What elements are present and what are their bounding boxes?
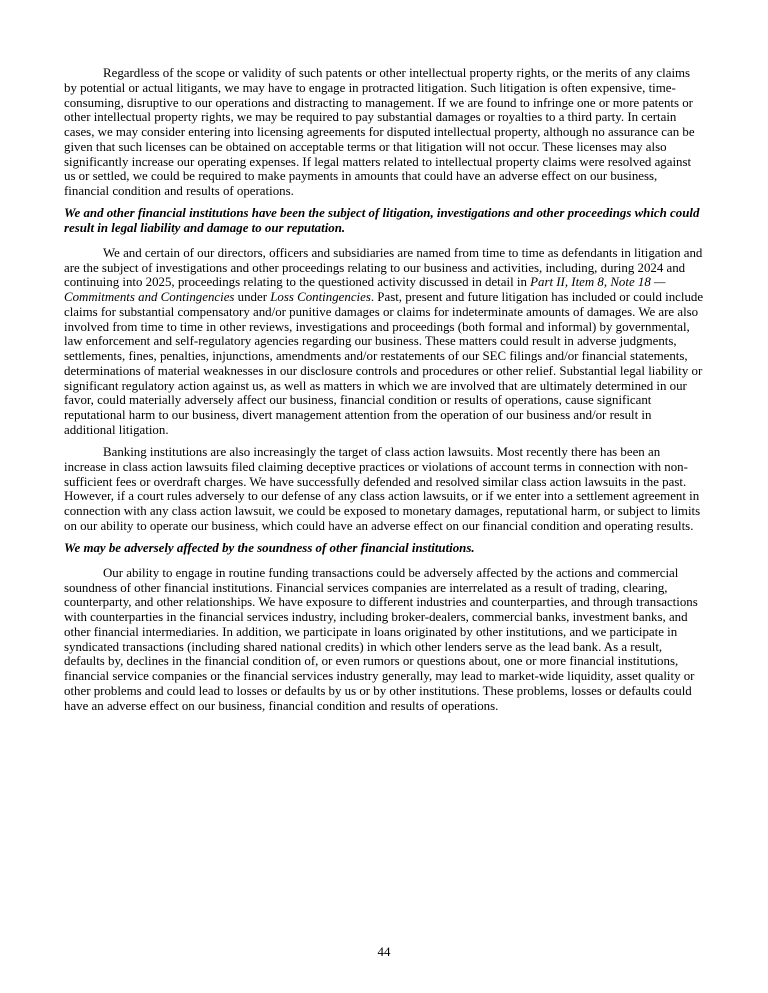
paragraph-litigation-defendants-connector-text: under	[234, 290, 271, 304]
paragraph-litigation-defendants-lead-text: We and certain of our directors, officers and subsidiaries are named from time to time as defendants in litigation and are the subject of investigations and other proceedings relating to our business and activities, including, during 2024 and continuing into 2025, proceedings relating to the questioned activity discussed in detail in	[64, 245, 703, 290]
heading-soundness-financial-institutions: We may be adversely affected by the soundness of other financial institutions.	[64, 541, 475, 555]
heading-litigation-investigations-risk: We and other financial institutions have been the subject of litigation, investigations and other proceedings which could result in legal liability and damage to our reputation.	[64, 206, 700, 235]
page-number: 44	[377, 945, 391, 959]
paragraph-routine-funding-transactions: Our ability to engage in routine funding transactions could be adversely affected by the actions and commercial soundness of other financial institutions. Financial services companies are interrelated as a result of trading, clearing, counterparty, and other relationships. We have exposure to different industries and counterparties, and through transactions with counterparties in the financial services industry, including broker-dealers, commercial banks, investment banks, and other financial intermediaries. In addition, we participate in loans originated by other institutions, and we participate in syndicated transactions (including shared national credits) in which other lenders serve as the lead bank. As a result, defaults by, declines in the financial condition of, or even rumors or questions about, one or more financial institutions, financial service companies or the financial services industry generally, may lead to market-wide liquidity, asset quality or other problems and could lead to losses or defaults by us or by other institutions. These problems, losses or defaults could have an adverse effect on our business, financial condition and results of operations.	[64, 565, 698, 713]
paragraph-litigation-defendants-remainder-text: . Past, present and future litigation has included or could include claims for substantial compensatory and/or punitive damages or claims for indeterminate amounts of damages. We are also involved from time to time in other reviews, investigations and proceedings (both formal and informal) by governmental, law enforcement and self-regulatory agencies regarding our business. These matters could result in adverse judgments, settlements, fines, penalties, injunctions, amendments and/or restatements of our SEC filings and/or financial statements, determinations of material weaknesses in our disclosure controls and procedures or other relief. Substantial legal liability or significant regulatory action against us, as well as matters in which we are involved that are ultimately determined in our favor, could materially adversely affect our business, financial condition or results of operations, cause significant reputational harm to our business, divert management attention from the operation of our business and/or result in additional litigation.	[64, 290, 704, 437]
document-body	[64, 66, 705, 721]
paragraph-class-action-lawsuits: Banking institutions are also increasingly the target of class action lawsuits. Most recently there has been an increase in class action lawsuits filed claiming deceptive practices or violations of account terms in connection with non-sufficient fees or overdraft charges. We have successfully defended and resolved similar class action lawsuits in the past. However, if a court rules adversely to our defense of any class action lawsuits, or if we enter into a settlement agreement in connection with any class action lawsuit, we could be exposed to monetary damages, reputational harm, or subject to limits on our ability to operate our business, which could have an adverse effect on our financial condition and operating results.	[64, 445, 701, 533]
cross-reference-loss-contingencies: Loss Contingencies	[270, 290, 371, 304]
paragraph-intellectual-property-litigation: Regardless of the scope or validity of such patents or other intellectual property rights, or the merits of any claims by potential or actual litigants, we may have to engage in protracted litigation. Such litigation is often expensive, time-consuming, disruptive to our operations and distracting to management. If we are found to infringe one or more patents or other intellectual property rights, we may be required to pay substantial damages or royalties to a third party. In certain cases, we may consider entering into licensing agreements for disputed intellectual property, although no assurance can be given that such licenses can be obtained on acceptable terms or that litigation will not occur. These licenses may also significantly increase our operating expenses. If legal matters related to intellectual property claims were resolved against us or settled, we could be required to make payments in amounts that could have an adverse effect on our business, financial condition and results of operations.	[64, 66, 695, 198]
paragraph-litigation-defendants	[64, 246, 705, 438]
page-footer	[0, 945, 768, 960]
cross-reference-note-18: Part II, Item 8, Note 18 — Commitments and Contingencies	[64, 275, 666, 304]
